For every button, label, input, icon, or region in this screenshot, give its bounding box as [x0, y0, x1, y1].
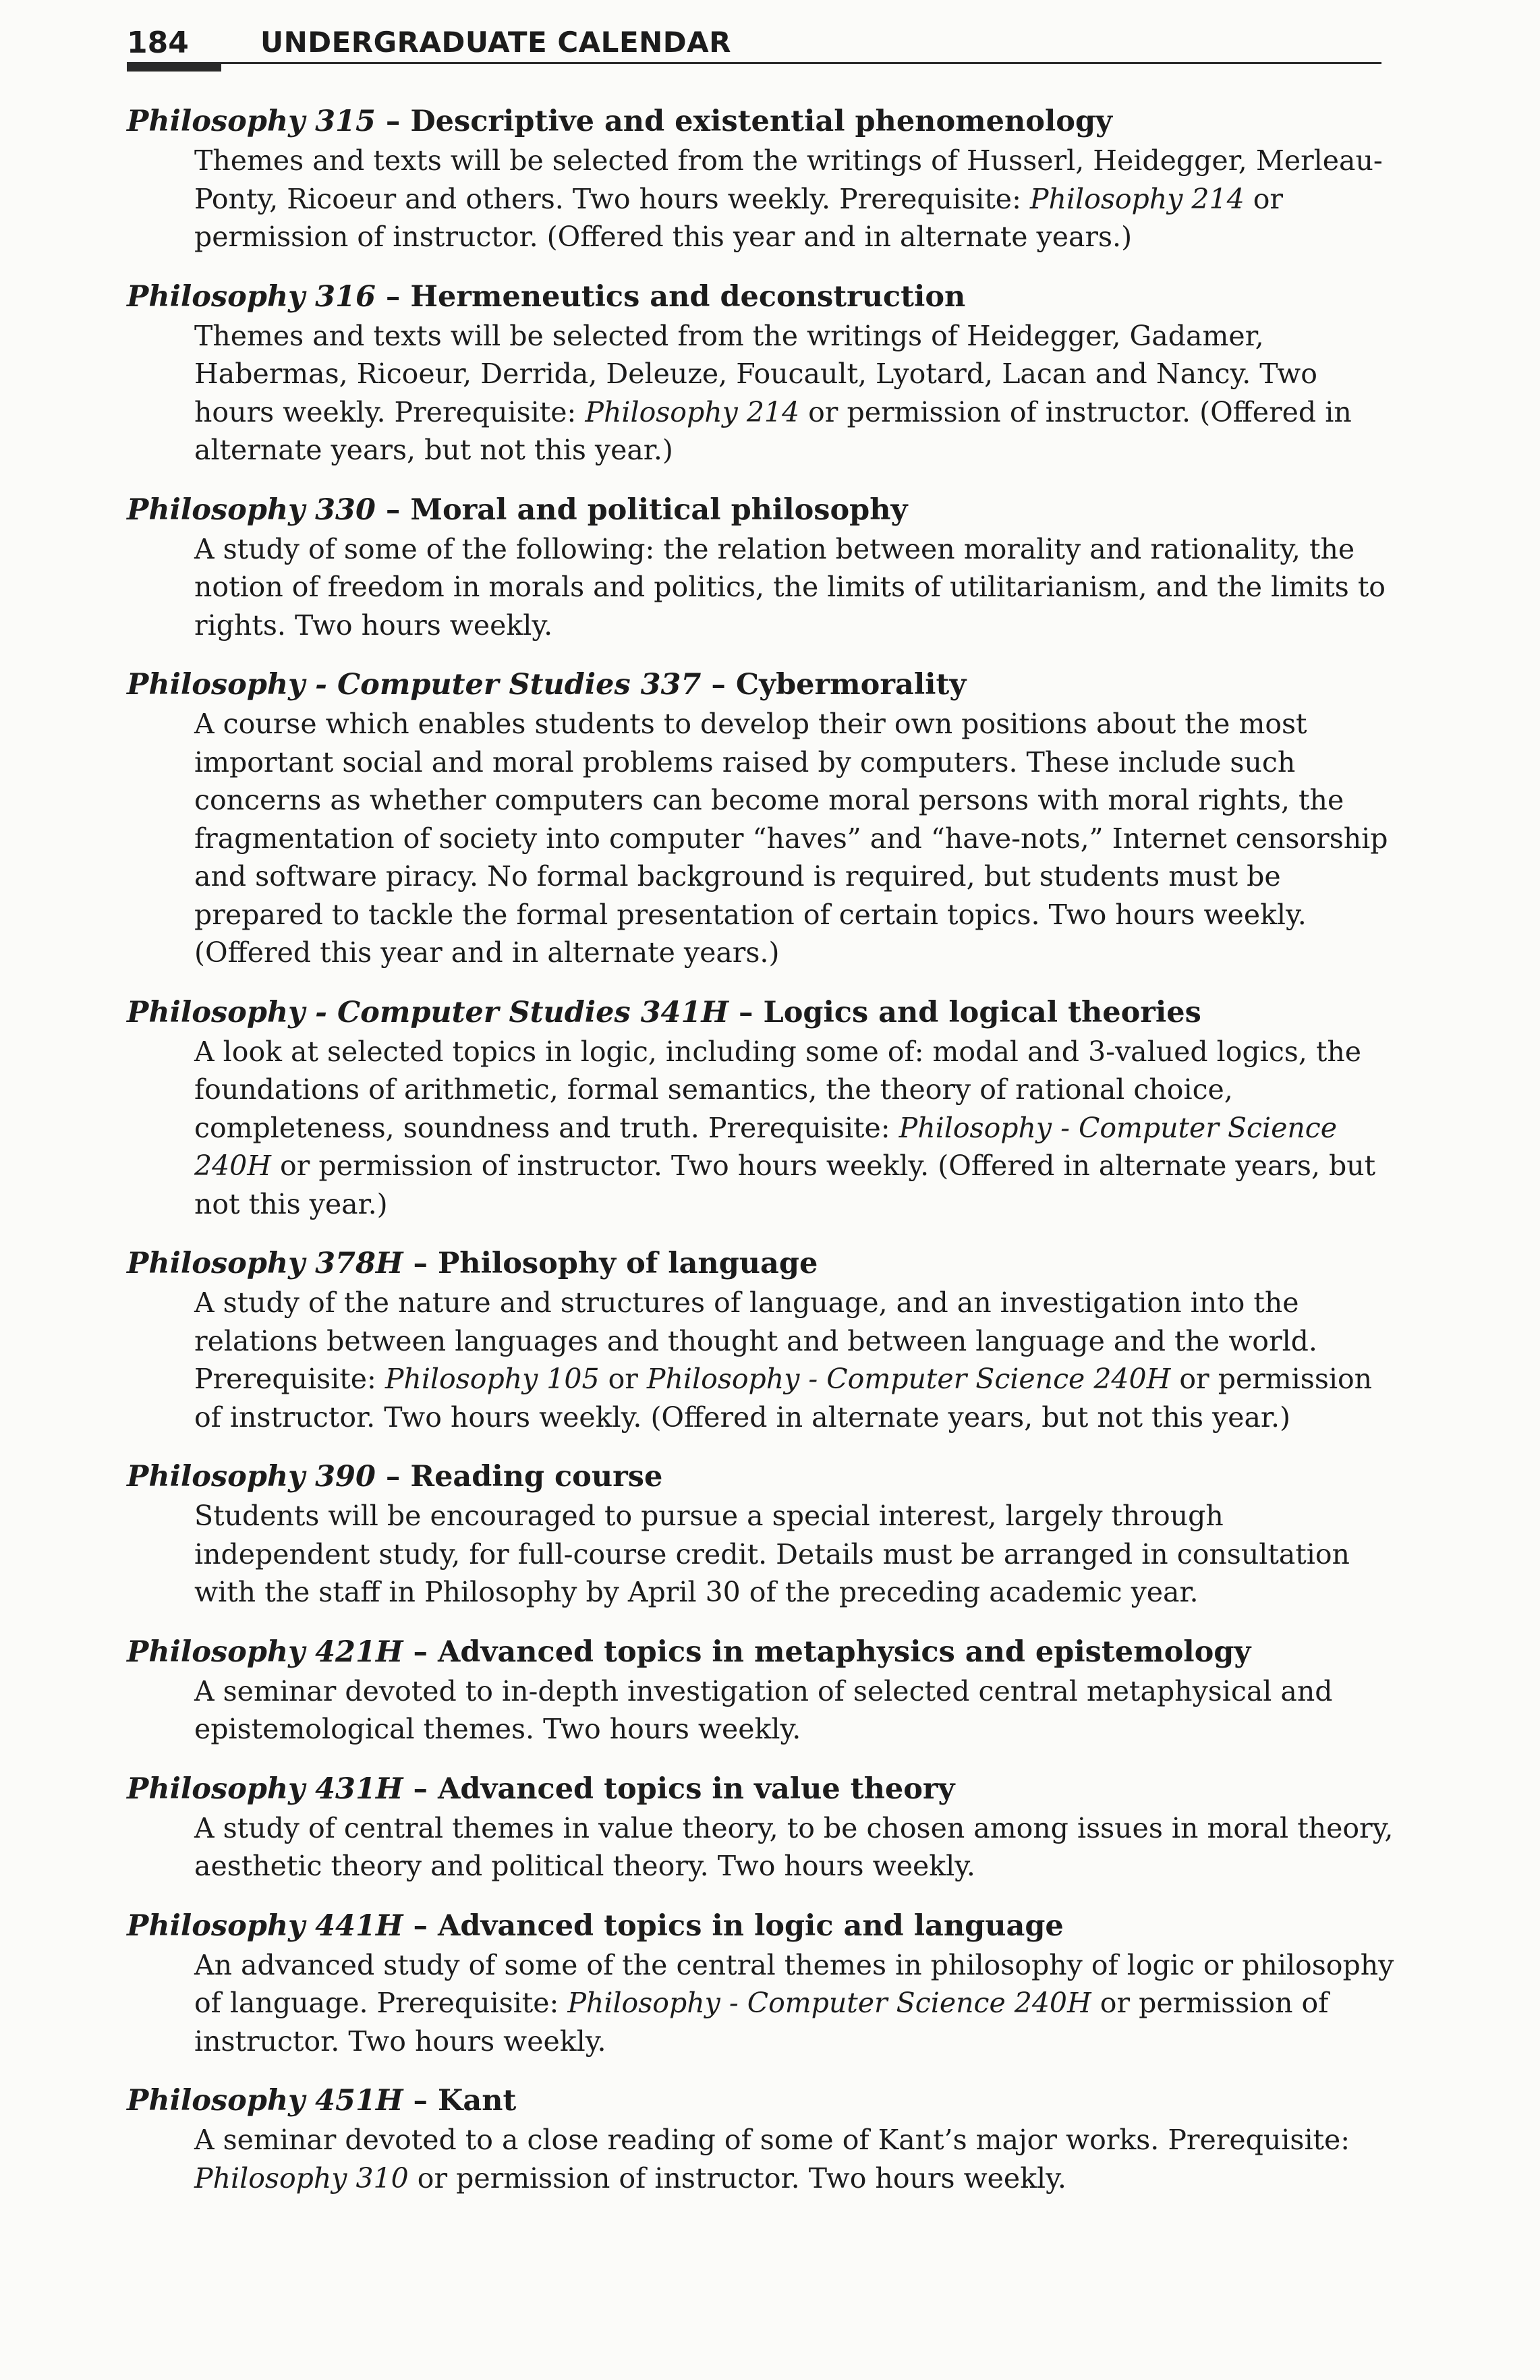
course-reference: Philosophy - Computer Science 240H: [194, 1111, 1338, 1182]
description-text: A look at selected topics in logic, including some of: modal and 3-valued logics, the foundations of arithmetic, formal semantics, the theory of rational choice, completeness, soundness and truth. Prerequisite:: [194, 1035, 1362, 1144]
course-name: Advanced topics in metaphysics and epistemology: [437, 1635, 1251, 1669]
course-entry: [127, 2080, 1395, 2197]
course-description: [194, 1284, 1395, 1436]
course-entry: [127, 490, 1395, 645]
description-text: Themes and texts will be selected from the writings of Heidegger, Gadamer, Habermas, Ricoeur, Derrida, Deleuze, Foucault, Lyotard, Lacan and Nancy. Two hours weekly. Prerequisite:: [194, 319, 1317, 428]
course-description: [194, 1497, 1395, 1612]
description-text: or permission of instructor. Two hours weekly.: [194, 1987, 1329, 2058]
course-description: [194, 530, 1395, 645]
title-separator: –: [375, 492, 411, 527]
title-separator: –: [701, 668, 736, 702]
course-description: [194, 317, 1395, 470]
course-title: [127, 1906, 1395, 1946]
course-entry: [127, 1456, 1395, 1612]
course-code: Philosophy - Computer Studies 337: [127, 668, 702, 702]
course-description: [194, 1033, 1395, 1224]
course-code: Philosophy - Computer Studies 341H: [127, 995, 729, 1029]
course-entry: [127, 101, 1395, 256]
description-text: or: [599, 1363, 647, 1395]
course-code: Philosophy 390: [127, 1460, 376, 1494]
course-name: Kant: [437, 2084, 517, 2118]
course-description: [194, 1672, 1395, 1749]
description-text: or permission of instructor. (Offered in alternate years, but not this year.): [194, 395, 1352, 466]
course-title: [127, 1769, 1395, 1809]
description-text: A study of some of the following: the relation between morality and rationality, the notion of freedom in morals and politics, the limits of utilitarianism, and the limits to rights. Two hours weekly.: [194, 532, 1386, 642]
course-reference: Philosophy 214: [585, 395, 800, 428]
title-separator: –: [375, 279, 411, 314]
course-title: [127, 664, 1395, 705]
description-text: A study of the nature and structures of language, and an investigation into the relations between languages and thought and between language and the world. Prerequisite:: [194, 1286, 1317, 1395]
course-reference: Philosophy 310: [194, 2161, 409, 2194]
course-reference: Philosophy 214: [1029, 182, 1245, 215]
course-code: Philosophy 316: [127, 279, 376, 314]
course-code: Philosophy 330: [127, 492, 376, 527]
course-title: [127, 992, 1395, 1033]
course-reference: Philosophy - Computer Science 240H: [567, 1987, 1091, 2019]
title-separator: –: [403, 1247, 438, 1280]
course-name: Descriptive and existential phenomenology: [410, 105, 1112, 138]
title-separator: –: [403, 1772, 438, 1806]
course-description: [194, 705, 1395, 972]
course-entry: [127, 664, 1395, 972]
course-reference: Philosophy - Computer Science 240H: [646, 1363, 1171, 1395]
course-entry: [127, 1243, 1395, 1436]
course-entry: [127, 1632, 1395, 1749]
course-name: Hermeneutics and deconstruction: [410, 279, 966, 314]
page-title: UNDERGRADUATE CALENDAR: [260, 26, 731, 59]
course-title: [127, 1456, 1395, 1497]
description-text: Themes and texts will be selected from the writings of Husserl, Heidegger, Merleau-Ponty, Ricoeur and others. Two hours weekly. Prerequisite:: [194, 144, 1383, 215]
course-title: [127, 1632, 1395, 1672]
course-entry: [127, 277, 1395, 470]
course-code: Philosophy 378H: [127, 1247, 403, 1280]
description-text: or permission of instructor. Two hours weekly. (Offered in alternate years, but not this year.): [194, 1363, 1373, 1434]
title-separator: –: [375, 105, 411, 138]
course-description: [194, 2121, 1395, 2197]
course-name: Advanced topics in logic and language: [437, 1908, 1064, 1943]
description-text: A course which enables students to develop their own positions about the most important social and moral problems raised by computers. These include such concerns as whether computers can become moral persons with moral rights, the fragmentation of society into computer “haves” and “have-nots,” Internet censorship and software piracy. No formal background is required, but students must be prepared to tackle the formal presentation of certain topics. Two hours weekly. (Offered this year and in alternate years.): [194, 708, 1388, 969]
description-text: or permission of instructor. (Offered this year and in alternate years.): [194, 182, 1283, 253]
title-separator: –: [375, 1460, 411, 1494]
course-code: Philosophy 421H: [127, 1635, 403, 1669]
page-number: 184: [127, 26, 189, 60]
header-rule: [127, 62, 1381, 64]
course-entry: [127, 992, 1395, 1224]
course-entry: [127, 1906, 1395, 2061]
course-code: Philosophy 441H: [127, 1908, 403, 1943]
title-separator: –: [403, 1908, 438, 1943]
course-title: [127, 277, 1395, 317]
description-text: An advanced study of some of the central themes in philosophy of logic or philosophy of language. Prerequisite:: [194, 1948, 1394, 2019]
description-text: Students will be encouraged to pursue a special interest, largely through independent study, for full-course credit. Details must be arranged in consultation with the staff in Philosophy by April 30 of the preceding academic year.: [194, 1500, 1350, 1608]
course-title: [127, 490, 1395, 530]
course-reference: Philosophy 105: [384, 1363, 600, 1395]
course-title: [127, 1243, 1395, 1284]
course-code: Philosophy 431H: [127, 1772, 403, 1806]
course-name: Advanced topics in value theory: [437, 1772, 955, 1806]
course-name: Logics and logical theories: [763, 995, 1201, 1029]
course-code: Philosophy 451H: [127, 2084, 403, 2118]
course-name: Reading course: [410, 1460, 663, 1494]
course-code: Philosophy 315: [127, 105, 376, 138]
course-name: Philosophy of language: [437, 1247, 818, 1280]
course-list: [127, 101, 1395, 2217]
course-description: [194, 1946, 1395, 2061]
course-entry: [127, 1769, 1395, 1886]
description-text: A seminar devoted to a close reading of some of Kant’s major works. Prerequisite:: [194, 2124, 1350, 2156]
description-text: or permission of instructor. Two hours weekly. (Offered in alternate years, but not this year.): [194, 1150, 1376, 1220]
header-rule-accent: [127, 62, 221, 72]
page-header: [127, 20, 1381, 67]
course-name: Cybermorality: [735, 668, 967, 702]
description-text: or permission of instructor. Two hours weekly.: [408, 2161, 1066, 2194]
title-separator: –: [729, 995, 764, 1029]
course-description: [194, 1809, 1395, 1886]
title-separator: –: [403, 2084, 438, 2118]
course-name: Moral and political philosophy: [410, 492, 908, 527]
description-text: A study of central themes in value theory, to be chosen among issues in moral theory, aesthetic theory and political theory. Two hours weekly.: [194, 1811, 1394, 1882]
description-text: A seminar devoted to in-depth investigation of selected central metaphysical and epistemological themes. Two hours weekly.: [194, 1674, 1333, 1745]
course-title: [127, 2080, 1395, 2121]
course-title: [127, 101, 1395, 142]
title-separator: –: [403, 1635, 438, 1669]
course-description: [194, 142, 1395, 256]
